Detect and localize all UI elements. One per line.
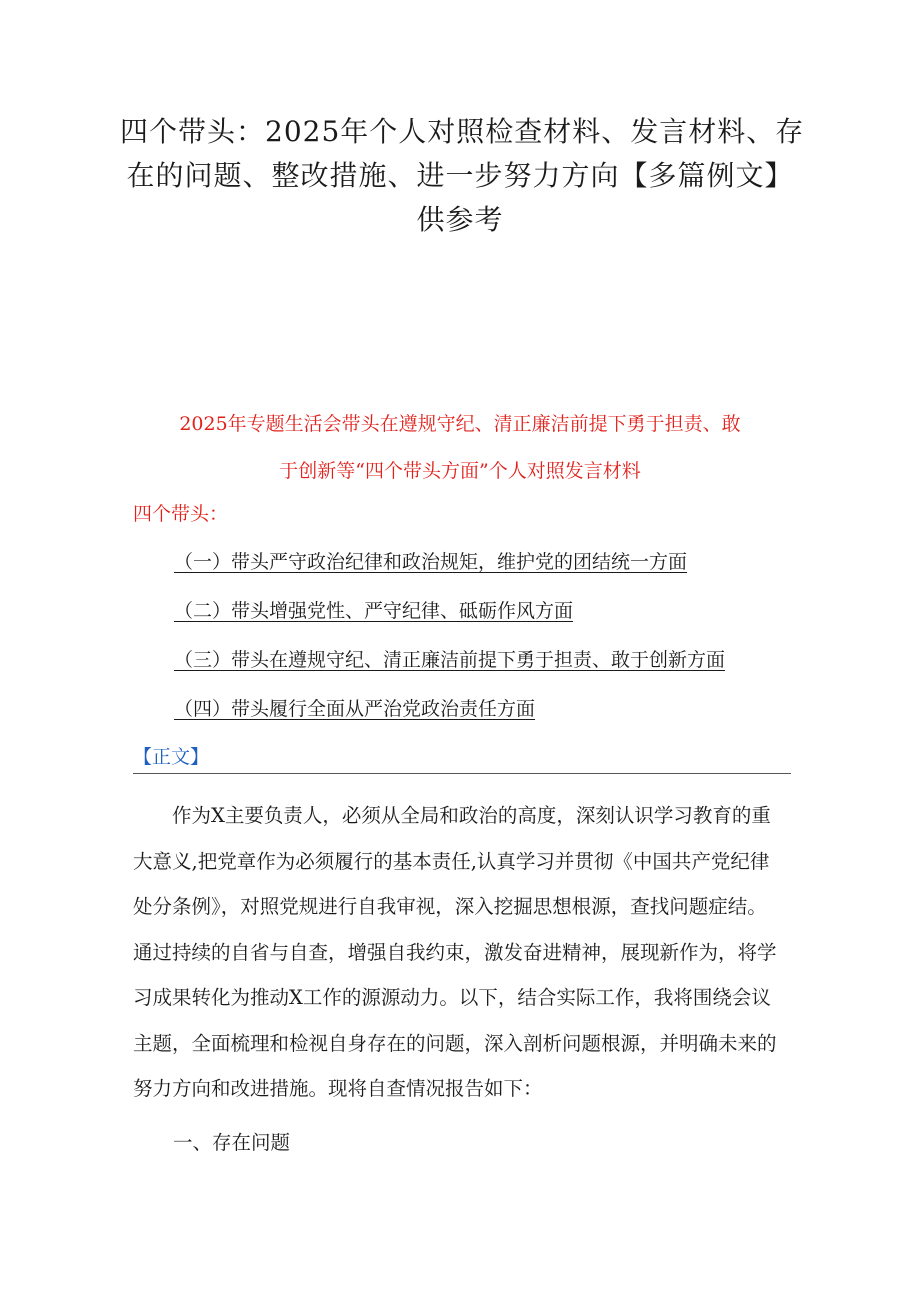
paragraph-line: 通过持续的自省与自查，增强自我约束，激发奋进精神，展现新作为，将学 xyxy=(133,940,777,964)
table-of-contents xyxy=(174,548,814,744)
paragraph-line: 大意义,把党章作为必须履行的基本责任,认真学习并贯彻《中国共产党纪律 xyxy=(133,849,770,873)
toc-link-2[interactable]: （二）带头增强党性、严守纪律、砥砺作风方面 xyxy=(174,600,574,622)
title-line: 供参考 xyxy=(416,203,504,236)
divider xyxy=(133,773,791,774)
toc-link-4[interactable]: （四）带头履行全面从严治党政治责任方面 xyxy=(174,698,536,720)
subtitle-line: 2025年专题生活会带头在遵规守纪、清正廉洁前提下勇于担责、敢 xyxy=(179,413,741,435)
paragraph-line: 作为X主要负责人，必须从全局和政治的高度，深刻认识学习教育的重 xyxy=(133,804,771,827)
document-title xyxy=(120,110,805,242)
toc-link-1[interactable]: （一）带头严守政治纪律和政治规矩，维护党的团结统一方面 xyxy=(174,551,688,573)
body-paragraph xyxy=(133,793,793,1112)
section-heading: 一、存在问题 xyxy=(173,1131,291,1154)
paragraph-line: 习成果转化为推动X工作的源源动力。以下，结合实际工作，我将围绕会议 xyxy=(133,986,771,1009)
paragraph-line: 处分条例》，对照党规进行自我审视，深入挖掘思想根源，查找问题症结。 xyxy=(133,895,767,918)
subtitle-line: 于创新等“四个带头方面”个人对照发言材料 xyxy=(279,460,641,482)
main-text-tag: 【正文】 xyxy=(133,746,210,768)
toc-link-3[interactable]: （三）带头在遵规守纪、清正廉洁前提下勇于担责、敢于创新方面 xyxy=(174,649,726,671)
four-leads-label: 四个带头： xyxy=(133,503,229,525)
title-line: 在的问题、整改措施、进一步努力方向【多篇例文】 xyxy=(126,159,794,192)
document-subtitle xyxy=(130,401,790,495)
paragraph-line: 努力方向和改进措施。现将自查情况报告如下： xyxy=(133,1077,543,1100)
title-line: 四个带头：2025年个人对照检查材料、发言材料、存 xyxy=(120,115,805,148)
paragraph-line: 主题，全面梳理和检视自身存在的问题，深入剖析问题根源，并明确未来的 xyxy=(133,1031,777,1055)
